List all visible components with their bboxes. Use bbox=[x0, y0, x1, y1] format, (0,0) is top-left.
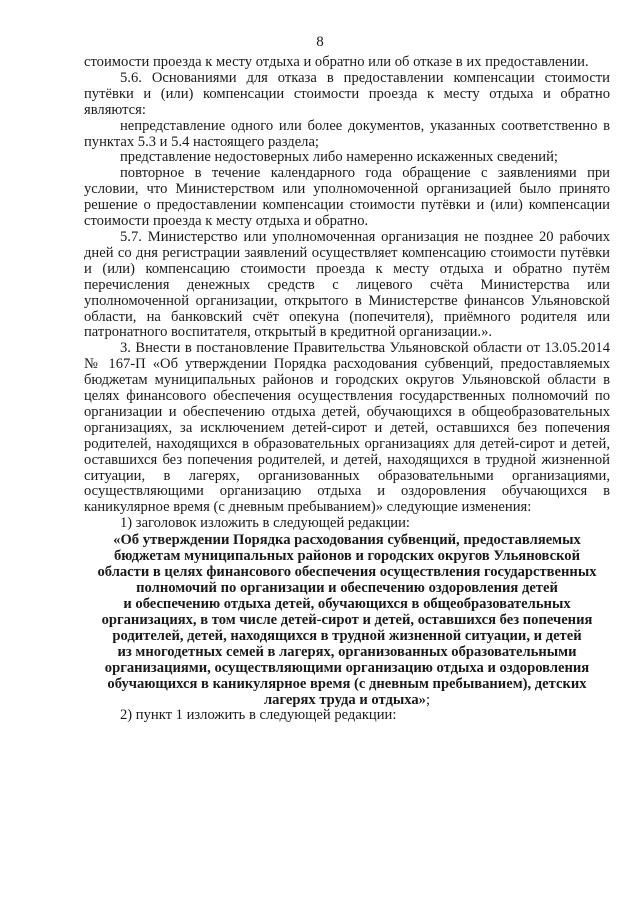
title-last-line bbox=[84, 692, 610, 708]
paragraph-continuation: стоимости проезда к месту отдыха и обратно или об отказе в их предоставлении. bbox=[84, 54, 589, 70]
title-line: бюджетам муниципальных районов и городских округов Ульяновской bbox=[114, 548, 580, 565]
title-line: из многодетных семей в лагерях, организованных образовательными bbox=[117, 644, 577, 661]
paragraph-5-6: 5.6. Основаниями для отказа в предоставлении компенсации стоимости путёвки и (или) компенсации стоимости проезда к месту отдыха и обратно являются: bbox=[84, 69, 610, 118]
paragraph-5-7: 5.7. Министерство или уполномоченная организация не позднее 20 рабочих дней со дня регистрации заявлений осуществляет компенсацию стоимости путёвки и (или) компенсацию стоимости проезда к месту отдыха и обратно путём перечисления денежных средств с лицевого счёта Министерства или уполномоченной организации, открытого в Министерстве финансов Ульяновской области, на банковский счёт опекуна (попечителя), приёмного родителя или патронатного воспитателя, открытый в кредитной организации.». bbox=[84, 228, 610, 341]
paragraph-3: 3. Внести в постановление Правительства Ульяновской области от 13.05.2014 № 167-П «Об утверждении Порядка расходования субвенций, предоставляемых бюджетам муниципальных районов и городских округов Ульяновской области в целях финансового обеспечения осуществления государственных полномочий по организации и обеспечению отдыха детей, обучающихся в общеобразовательных организациях, за исключением детей-сирот и детей, оставшихся без попечения родителей, находящихся в образовательных организациях для детей-сирот и детей, оставшихся без попечения родителей, и детей, находящихся в трудной жизненной ситуации, в лагерях, организованных образовательными организациями, осуществляющими организацию отдыха и оздоровления обучающихся в каникулярное время (с дневным пребыванием)» следующие изменения: bbox=[84, 340, 610, 516]
page-number: 8 bbox=[316, 34, 324, 50]
title-line-text: лагерях труда и отдыха» bbox=[263, 692, 426, 709]
paragraph-ground-1: непредставление одного или более документов, указанных соответственно в пунктах 5.3 и 5.4 настоящего раздела; bbox=[84, 117, 610, 150]
title-suffix: ; bbox=[425, 692, 430, 709]
bold-title-block bbox=[84, 532, 610, 708]
title-line: полномочий по организации и обеспечению оздоровления детей bbox=[136, 580, 558, 597]
paragraph-ground-2: представление недостоверных либо намеренно искаженных сведений; bbox=[120, 149, 558, 166]
title-line: организациями, осуществляющими организацию отдыха и оздоровления bbox=[104, 660, 590, 677]
title-line: области в целях финансового обеспечения осуществления государственных bbox=[97, 564, 597, 581]
title-line: организациях, в том числе детей-сирот и детей, оставшихся без попечения bbox=[101, 612, 593, 629]
title-line: обучающихся в каникулярное время (с дневным пребыванием), детских bbox=[107, 676, 587, 693]
paragraph-item-1: 1) заголовок изложить в следующей редакции: bbox=[120, 515, 410, 532]
document-body bbox=[84, 55, 610, 724]
paragraph-ground-3: повторное в течение календарного года обращение с заявлениями при условии, что Министерством или уполномоченной организацией было принято решение о предоставлении компенсации стоимости путёвки и (или) компенсации стоимости проезда к месту отдыха и обратно. bbox=[84, 165, 610, 230]
title-line: «Об утверждении Порядка расходования субвенций, предоставляемых bbox=[113, 532, 581, 549]
title-line: родителей, детей, находящихся в трудной жизненной ситуации, и детей bbox=[112, 628, 582, 645]
title-line: и обеспечению отдыха детей, обучающихся в общеобразовательных bbox=[123, 596, 571, 613]
paragraph-item-2: 2) пункт 1 изложить в следующей редакции: bbox=[120, 707, 397, 724]
